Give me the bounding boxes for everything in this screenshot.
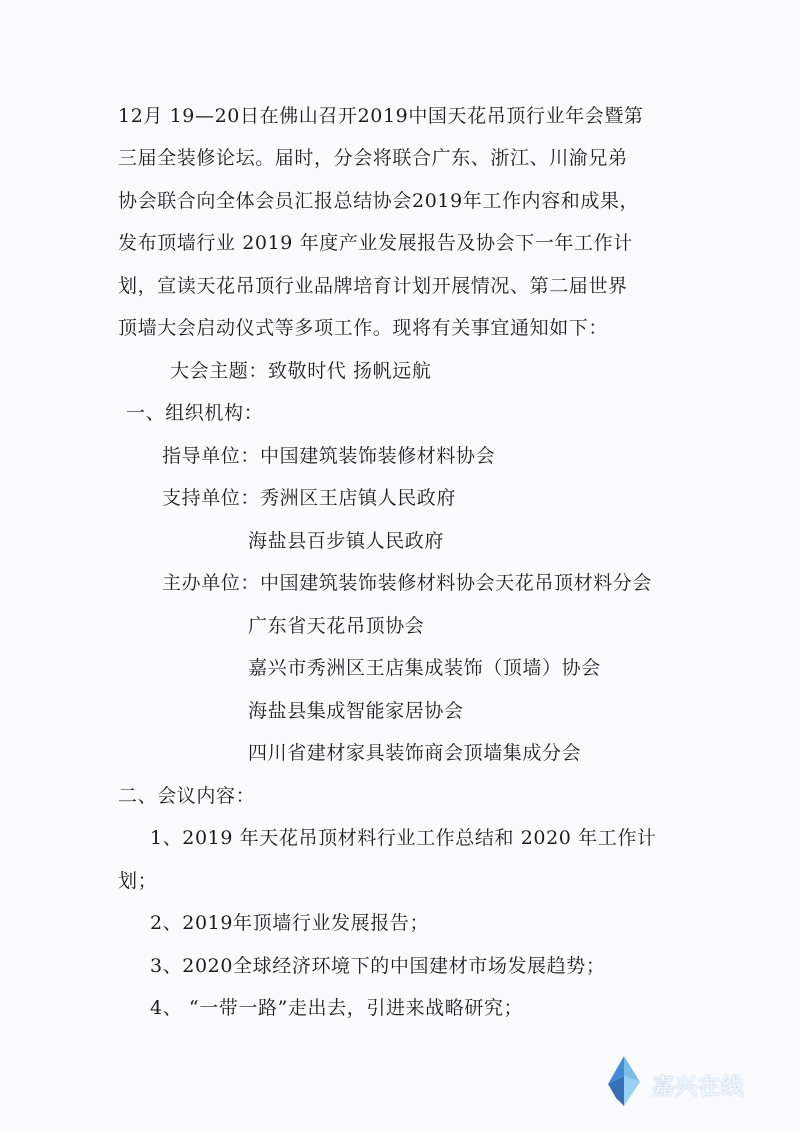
supporting-unit-2: 海盐县百步镇人民政府: [248, 530, 445, 552]
agenda-item-1: 1、2019 年天花吊顶材料行业工作总结和 2020 年工作计: [150, 827, 657, 849]
body-line-5: 划，宣读天花吊顶行业品牌培育计划开展情况、第二届世界: [118, 275, 628, 297]
host-unit-5: 四川省建材家具装饰商会顶墙集成分会: [248, 742, 582, 764]
host-unit-4: 海盐县集成智能家居协会: [248, 700, 464, 722]
agenda-item-2: 2、2019年顶墙行业发展报告；: [150, 912, 430, 934]
host-unit: 主办单位：中国建筑装饰装修材料协会天花吊顶材料分会: [162, 572, 653, 594]
agenda-item-1-cont: 划；: [118, 870, 158, 892]
agenda-item-4: 4、 “一带一路”走出去，引进来战略研究；: [150, 997, 524, 1019]
crystal-logo-icon: [600, 1054, 648, 1110]
conference-theme: 大会主题：致敬时代 扬帆远航: [170, 360, 432, 382]
host-unit-2: 广东省天花吊顶协会: [248, 615, 425, 637]
body-line-4: 发布顶墙行业 2019 年度产业发展报告及协会下一年工作计: [118, 232, 633, 254]
section-heading-organization: 一、组织机构：: [126, 402, 264, 424]
agenda-item-3: 3、2020全球经济环境下的中国建材市场发展趋势；: [150, 955, 606, 977]
body-line-1: 12月 19—20日在佛山召开2019中国天花吊顶行业年会暨第: [118, 105, 644, 127]
supporting-unit: 支持单位：秀洲区王店镇人民政府: [162, 487, 457, 509]
watermark: [600, 1054, 790, 1110]
body-line-3: 协会联合向全体会员汇报总结协会2019年工作内容和成果，: [118, 190, 640, 212]
host-unit-3: 嘉兴市秀洲区王店集成装饰（顶墙）协会: [248, 657, 601, 679]
guiding-unit: 指导单位：中国建筑装饰装修材料协会: [162, 445, 496, 467]
body-line-2: 三届全装修论坛。届时，分会将联合广东、浙江、川渝兄弟: [118, 147, 628, 169]
body-line-6: 顶墙大会启动仪式等多项工作。现将有关事宜通知如下：: [118, 317, 609, 339]
section-heading-content: 二、会议内容：: [118, 785, 256, 807]
watermark-text: 嘉兴在线: [652, 1075, 745, 1100]
